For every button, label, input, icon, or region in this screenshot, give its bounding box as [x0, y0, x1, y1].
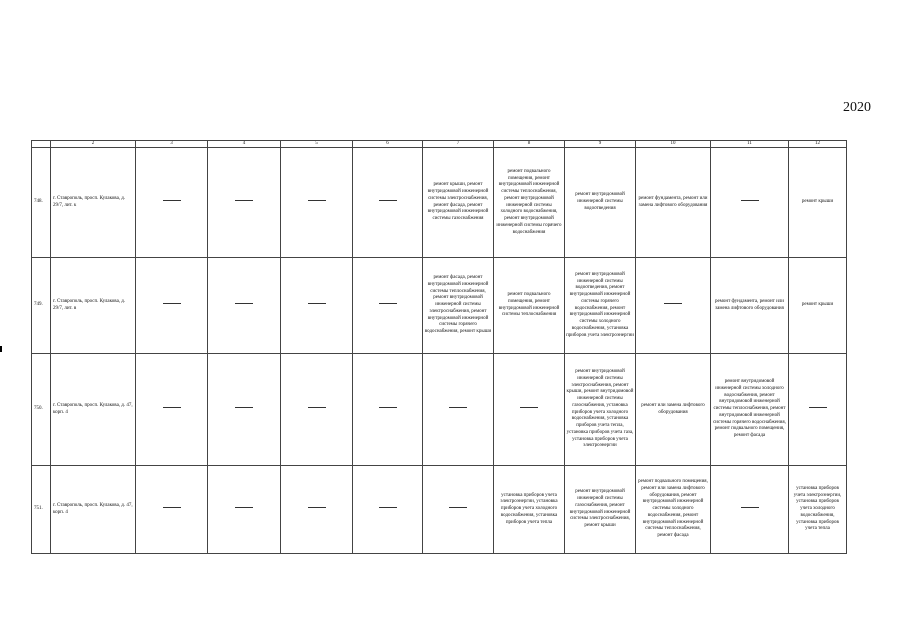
empty-cell-dash — [353, 466, 423, 554]
work-cell: ремонт внутридомовой инженерной системы электроснабжения, ремонт крыши, ремонт внутридомовой инженерной системы газоснабжения, установка приборов учета холодного водоснабжения, установка приборов учета тепла, установка приборов учета газа, установка приборов учета электроэнергии — [565, 354, 636, 466]
work-cell: ремонт подвального помещения, ремонт внутридомовой инженерной системы теплоснабжения, ремонт внутридомовой инженерной системы холодного водоснабжения, ремонт внутридомовой инженерной системы горячего водоснабжения — [494, 148, 565, 258]
column-number: 10 — [636, 141, 711, 148]
work-cell: ремонт или замена лифтового оборудования — [636, 354, 711, 466]
column-number: 4 — [208, 141, 281, 148]
column-number: 3 — [136, 141, 208, 148]
column-number: 7 — [423, 141, 494, 148]
work-cell: ремонт фасада, ремонт внутридомовой инженерной системы теплоснабжения, ремонт внутридомовой инженерной системы электроснабжения, ремонт внутридомовой инженерной системы горячего водоснабжения, ремонт крыши — [423, 258, 494, 354]
work-cell: ремонт внутридомовой инженерной системы газоснабжения, ремонт внутридомовой инженерной системы электроснабжения, ремонт крыши — [565, 466, 636, 554]
row-number: 749. — [32, 258, 51, 354]
empty-cell-dash — [208, 354, 281, 466]
row-number: 750. — [32, 354, 51, 466]
column-number: 9 — [565, 141, 636, 148]
column-number: 11 — [711, 141, 789, 148]
work-cell: ремонт внутридомовой инженерной системы водоотведения — [565, 148, 636, 258]
empty-cell-dash — [711, 148, 789, 258]
work-cell: ремонт внутридомовой инженерной системы водоотведения, ремонт внутридомовой инженерной системы горячего водоснабжения, ремонт внутридомовой инженерной системы холодного водоснабжения, установка приборов учета электроэнергии — [565, 258, 636, 354]
column-number: 2 — [51, 141, 136, 148]
empty-cell-dash — [281, 354, 353, 466]
empty-cell-dash — [353, 354, 423, 466]
work-cell: ремонт внутридомовой инженерной системы холодного водоснабжения, ремонт внутридомовой инженерной системы теплоснабжения, ремонт внутридомовой инженерной системы горячего водоснабжения, ремонт подвального помещения, ремонт фасада — [711, 354, 789, 466]
empty-cell-dash — [789, 354, 847, 466]
address-cell: г. Ставрополь, просп. Кулакова, д. 29/7, лит. к — [51, 148, 136, 258]
empty-cell-dash — [136, 466, 208, 554]
empty-cell-dash — [494, 354, 565, 466]
work-cell: установка приборов учета электроэнергии, установка приборов учета холодного водоснабжения, установка приборов учета тепла — [494, 466, 565, 554]
empty-cell-dash — [136, 148, 208, 258]
table-row — [32, 354, 847, 466]
row-number: 751. — [32, 466, 51, 554]
work-cell: ремонт фундамента, ремонт или замена лифтового оборудования — [711, 258, 789, 354]
empty-cell-dash — [711, 466, 789, 554]
empty-cell-dash — [281, 466, 353, 554]
column-number: 5 — [281, 141, 353, 148]
work-cell: ремонт крыши, ремонт внутридомовой инженерной системы электроснабжения, ремонт фасада, ремонт внутридомовой инженерной системы газоснабжения — [423, 148, 494, 258]
repair-schedule-table — [31, 140, 847, 554]
column-number: 6 — [353, 141, 423, 148]
work-cell: установка приборов учета электроэнергии, установка приборов учета холодного водоснабжения, установка приборов учета тепла — [789, 466, 847, 554]
edge-mark — [0, 346, 2, 352]
work-cell: ремонт подвального помещения, ремонт или замена лифтового оборудования, ремонт внутридомовой инженерной системы холодного водоснабжения, ремонт внутридомовой инженерной системы теплоснабжения, ремонт фасада — [636, 466, 711, 554]
address-cell: г. Ставрополь, просп. Кулакова, д. 47, корп. 4 — [51, 466, 136, 554]
work-cell: ремонт крыши — [789, 148, 847, 258]
empty-cell-dash — [423, 466, 494, 554]
address-cell: г. Ставрополь, просп. Кулакова, д. 29/7, лит. в — [51, 258, 136, 354]
column-number — [32, 141, 51, 148]
empty-cell-dash — [353, 258, 423, 354]
address-cell: г. Ставрополь, просп. Кулакова, д. 47, корп. 4 — [51, 354, 136, 466]
column-number: 8 — [494, 141, 565, 148]
empty-cell-dash — [136, 354, 208, 466]
column-number: 12 — [789, 141, 847, 148]
empty-cell-dash — [208, 466, 281, 554]
work-cell: ремонт фундамента, ремонт или замена лифтового оборудования — [636, 148, 711, 258]
empty-cell-dash — [353, 148, 423, 258]
table-row — [32, 148, 847, 258]
empty-cell-dash — [208, 258, 281, 354]
empty-cell-dash — [136, 258, 208, 354]
column-number-row — [32, 141, 847, 148]
year-label: 2020 — [843, 100, 871, 115]
empty-cell-dash — [281, 148, 353, 258]
table-row — [32, 258, 847, 354]
work-cell: ремонт подвального помещения, ремонт внутридомовой инженерной системы теплоснабжения — [494, 258, 565, 354]
empty-cell-dash — [423, 354, 494, 466]
empty-cell-dash — [208, 148, 281, 258]
empty-cell-dash — [636, 258, 711, 354]
work-cell: ремонт крыши — [789, 258, 847, 354]
row-number: 748. — [32, 148, 51, 258]
empty-cell-dash — [281, 258, 353, 354]
table-row — [32, 466, 847, 554]
